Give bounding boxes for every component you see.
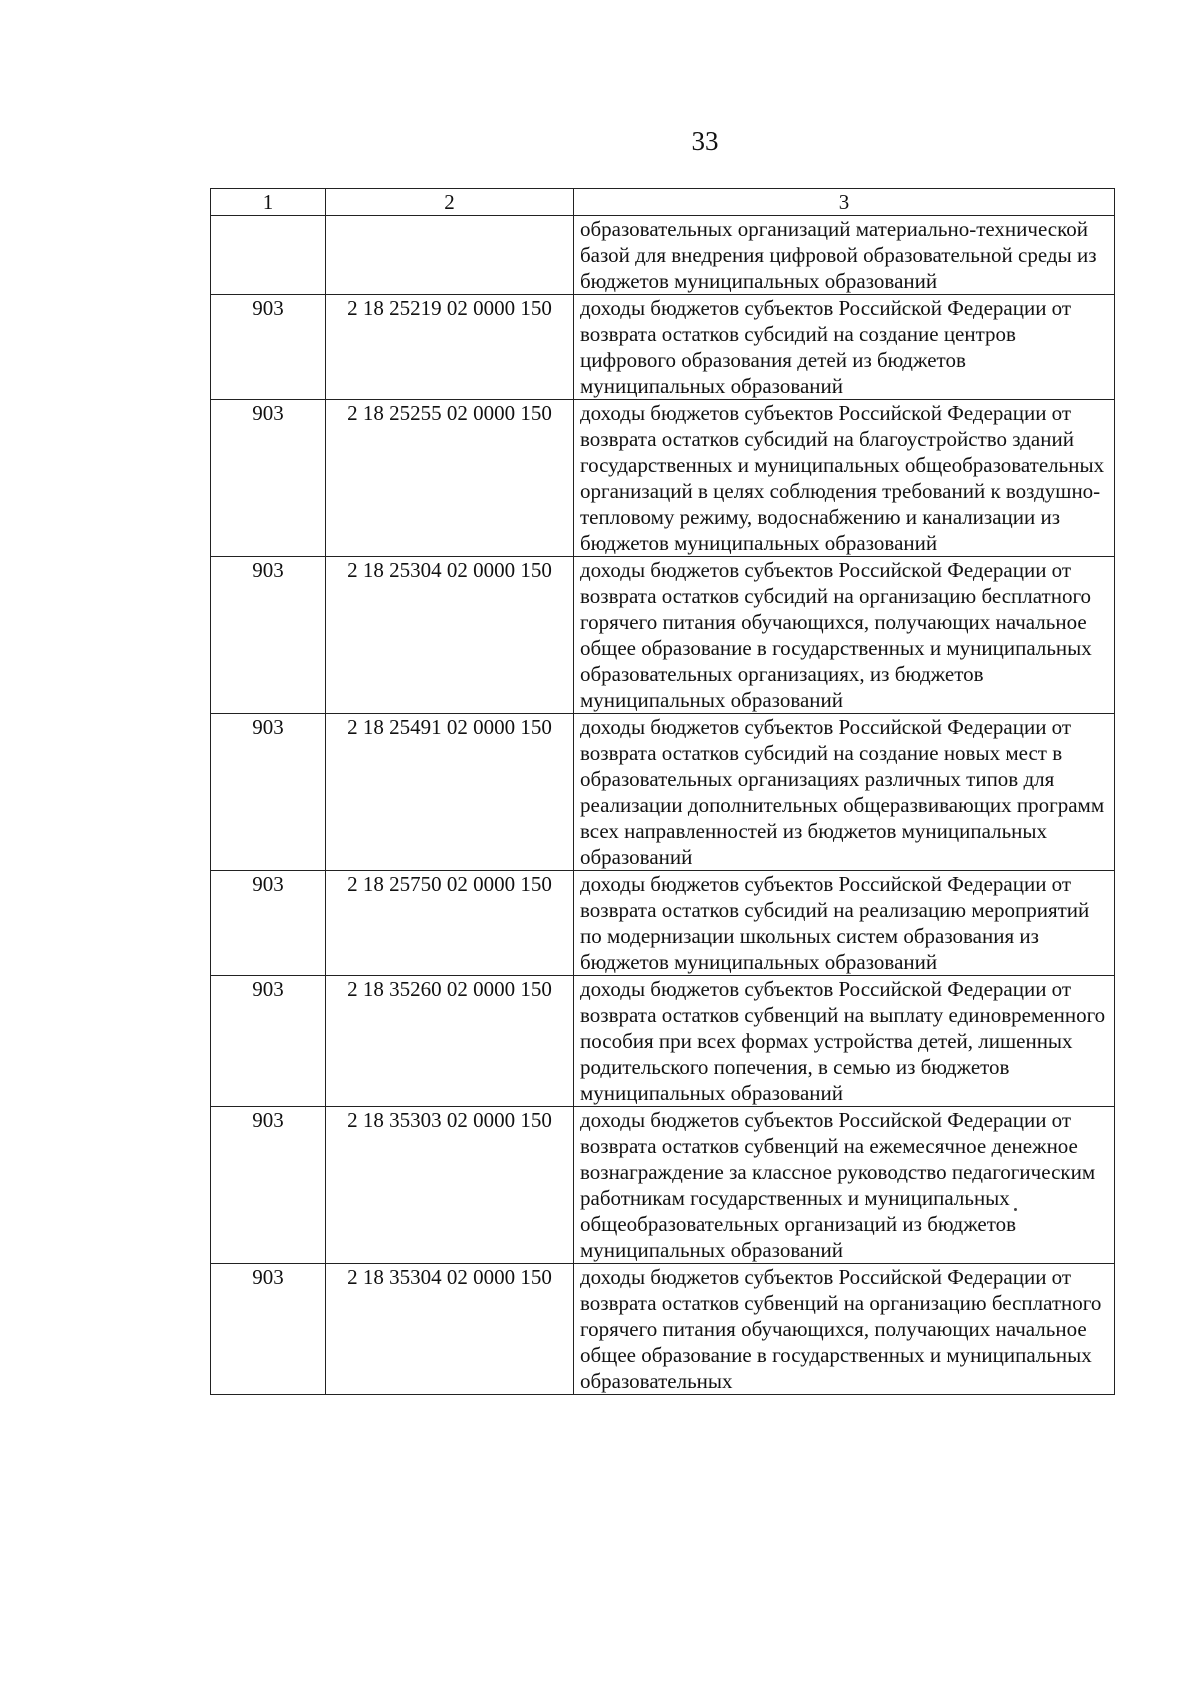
revenue-code-cell: 2 18 25750 02 0000 150 xyxy=(326,871,574,976)
description-cell: доходы бюджетов субъектов Российской Федерации от возврата остатков субвенций на ежемесячное денежное вознаграждение за классное руководство педагогическим работникам государственных и муниципальных общеобразовательных организаций из бюджетов муниципальных образований xyxy=(574,1107,1115,1264)
table-row xyxy=(211,216,1115,295)
admin-code-cell: 903 xyxy=(211,1264,326,1395)
header-cell-3: 3 xyxy=(574,189,1115,216)
admin-code-cell: 903 xyxy=(211,400,326,557)
admin-code-cell: 903 xyxy=(211,871,326,976)
revenue-code-cell: 2 18 25219 02 0000 150 xyxy=(326,295,574,400)
description-cell: доходы бюджетов субъектов Российской Федерации от возврата остатков субвенций на выплату единовременного пособия при всех формах устройства детей, лишенных родительского попечения, в семью из бюджетов муниципальных образований xyxy=(574,976,1115,1107)
admin-code-cell: 903 xyxy=(211,1107,326,1264)
admin-code-cell xyxy=(211,216,326,295)
revenue-code-cell: 2 18 35260 02 0000 150 xyxy=(326,976,574,1107)
table-row xyxy=(211,871,1115,976)
revenue-code-cell: 2 18 35303 02 0000 150 xyxy=(326,1107,574,1264)
revenue-code-cell: 2 18 25255 02 0000 150 xyxy=(326,400,574,557)
revenue-code-cell xyxy=(326,216,574,295)
table-row xyxy=(211,976,1115,1107)
description-cell: доходы бюджетов субъектов Российской Федерации от возврата остатков субсидий на реализацию мероприятий по модернизации школьных систем образования из бюджетов муниципальных образований xyxy=(574,871,1115,976)
table-row xyxy=(211,295,1115,400)
page-number: 33 xyxy=(691,126,719,156)
table-row xyxy=(211,1107,1115,1264)
admin-code-cell: 903 xyxy=(211,557,326,714)
description-cell: доходы бюджетов субъектов Российской Федерации от возврата остатков субсидий на создание центров цифрового образования детей из бюджетов муниципальных образований xyxy=(574,295,1115,400)
description-cell: образовательных организаций материально-технической базой для внедрения цифровой образовательной среды из бюджетов муниципальных образований xyxy=(574,216,1115,295)
admin-code-cell: 903 xyxy=(211,714,326,871)
table-row xyxy=(211,714,1115,871)
table-row xyxy=(211,400,1115,557)
admin-code-cell: 903 xyxy=(211,295,326,400)
table-body xyxy=(211,189,1115,1395)
header-cell-1: 1 xyxy=(211,189,326,216)
admin-code-cell: 903 xyxy=(211,976,326,1107)
table-row xyxy=(211,1264,1115,1395)
description-cell: доходы бюджетов субъектов Российской Федерации от возврата остатков субсидий на благоустройство зданий государственных и муниципальных общеобразовательных организаций в целях соблюдения требований к воздушно-тепловому режиму, водоснабжению и канализации из бюджетов муниципальных образований xyxy=(574,400,1115,557)
revenue-code-cell: 2 18 25304 02 0000 150 xyxy=(326,557,574,714)
header-cell-2: 2 xyxy=(326,189,574,216)
revenue-code-cell: 2 18 35304 02 0000 150 xyxy=(326,1264,574,1395)
scan-speck xyxy=(1014,1208,1017,1211)
description-cell: доходы бюджетов субъектов Российской Федерации от возврата остатков субсидий на организацию бесплатного горячего питания обучающихся, получающих начальное общее образование в государственных и муниципальных образовательных организациях, из бюджетов муниципальных образований xyxy=(574,557,1115,714)
revenue-codes-table xyxy=(210,188,1115,1395)
table-header-row xyxy=(211,189,1115,216)
revenue-code-cell: 2 18 25491 02 0000 150 xyxy=(326,714,574,871)
description-cell: доходы бюджетов субъектов Российской Федерации от возврата остатков субвенций на организацию бесплатного горячего питания обучающихся, получающих начальное общее образование в государственных и муниципальных образовательных xyxy=(574,1264,1115,1395)
table-row xyxy=(211,557,1115,714)
description-cell: доходы бюджетов субъектов Российской Федерации от возврата остатков субсидий на создание новых мест в образовательных организациях различных типов для реализации дополнительных общеразвивающих программ всех направленностей из бюджетов муниципальных образований xyxy=(574,714,1115,871)
